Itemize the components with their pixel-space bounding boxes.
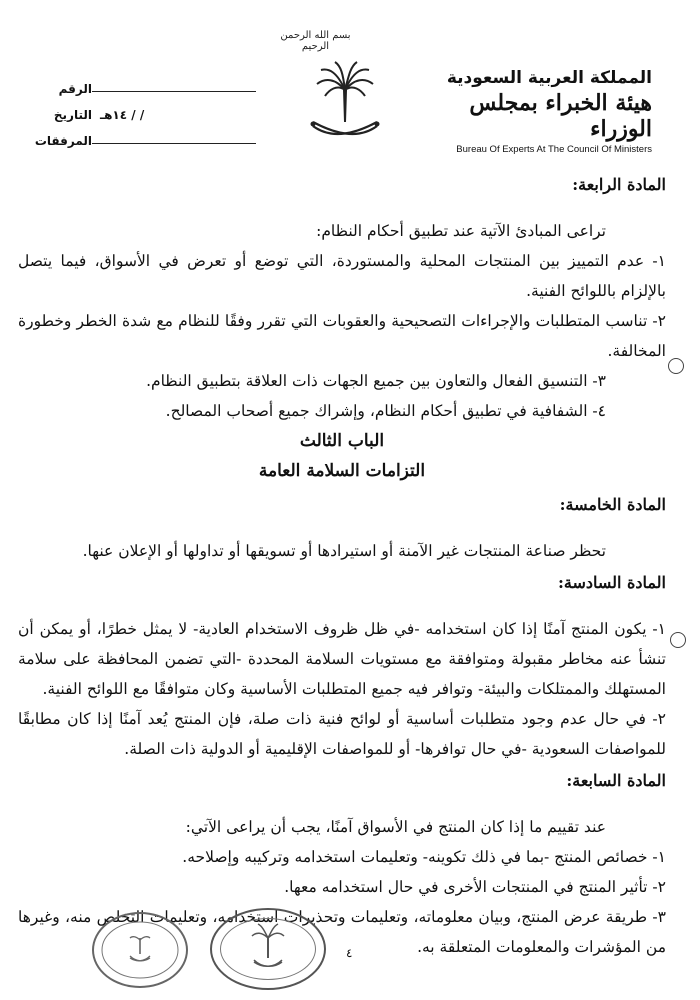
attachments-row [34, 122, 260, 148]
letterhead [0, 0, 700, 165]
date-label: التاريخ [53, 108, 92, 122]
article-4-item: ٤- الشفافية في تطبيق أحكام النظام، وإشراك جميع أصحاب المصالح. [165, 402, 606, 420]
date-row [40, 96, 260, 122]
bismillah-calligraphy: بسم الله الرحمن الرحيم [280, 30, 351, 52]
document-body [18, 168, 666, 962]
reference-row [40, 70, 260, 96]
article-5-text: تحظر صناعة المنتجات غير الآمنة أو استيرادها أو تسويقها أو تداولها أو الإعلان عنها. [82, 542, 606, 560]
article-7-item: ٢- تأثير المنتج في المنتجات الأخرى في حال استخدامه معها. [284, 878, 666, 896]
article-7-heading: المادة السابعة: [566, 771, 666, 790]
reference-block [34, 70, 260, 148]
bureau-name-arabic: هيئة الخبراء بمجلس الوزراء [469, 90, 652, 142]
stamp-emblem-icon [212, 910, 324, 988]
country-name: المملكة العربية السعودية [446, 68, 652, 88]
article-6-item: ١- يكون المنتج آمنًا إذا كان استخدامه -في ظل ظروف الاستخدام العادية- لا يمثل خطرًا، أو يمكن أن تنشأ عنه مخاطر مقبولة ومتوافقة مع مستويات السلامة المحددة -التي تضمن المحافظة على سلامة المستهلك والممتلكات والبيئة- وتوافر فيه جميع المتطلبات الأساسية وكان متوافقًا مع اللوائح الفنية. [18, 620, 666, 698]
article-4-item: ١- عدم التمييز بين المنتجات المحلية والمستوردة، التي توضع أو تعرض في الأسواق، فيما يتصل بالإلزام باللوائح الفنية. [18, 252, 666, 300]
article-4-intro: تراعى المبادئ الآتية عند تطبيق أحكام النظام: [316, 222, 606, 240]
margin-circle-mark [668, 358, 684, 374]
bureau-name-english: Bureau Of Experts At The Council Of Ministers [456, 144, 652, 155]
page-number: ٤ [346, 946, 353, 960]
article-4-item: ٣- التنسيق الفعال والتعاون بين جميع الجهات ذات العلاقة بتطبيق النظام. [146, 372, 606, 390]
stamp-emblem-icon [94, 914, 186, 986]
official-stamp [210, 908, 326, 990]
saudi-emblem-icon [305, 60, 385, 142]
article-7-item: ٣- طريقة عرض المنتج، وبيان معلوماته، وتعليمات وتحذيرات استخدامه، وتعليمات التخلص منه، وغيرها من المؤشرات والمعلومات المتعلقة به. [18, 908, 666, 956]
attachments-label: المرفقات [34, 134, 92, 148]
reference-label: الرقم [58, 82, 92, 96]
article-4-item: ٢- تناسب المتطلبات والإجراءات التصحيحية والعقوبات التي تقرر وفقًا للنظام مع شدة الخطر وخطورة المخالفة. [18, 312, 666, 360]
article-7-item: ١- خصائص المنتج -بما في ذلك تكوينه- وتعليمات استخدامه وتركيبه وإصلاحه. [182, 848, 666, 866]
article-5-heading: المادة الخامسة: [559, 495, 666, 514]
secretariat-stamp [92, 912, 188, 988]
reference-line [92, 90, 256, 92]
date-value: / / ١٤هـ [100, 108, 145, 122]
article-6-heading: المادة السادسة: [557, 573, 666, 592]
article-6-item: ٢- في حال عدم وجود متطلبات أساسية أو لوائح فنية ذات صلة، فإن المنتج يُعد آمنًا إذا كان مطابقًا للمواصفات السعودية -في حال توافرها- أو للمواصفات الإقليمية أو الدولية ذات الصلة. [18, 710, 666, 758]
margin-circle-mark [670, 632, 686, 648]
organization-block [442, 68, 652, 155]
chapter-label: الباب الثالث [299, 431, 385, 451]
attachments-line [92, 142, 256, 144]
chapter-title: التزامات السلامة العامة [258, 461, 426, 481]
article-7-intro: عند تقييم ما إذا كان المنتج في الأسواق آمنًا، يجب أن يراعى الآتي: [185, 818, 606, 836]
article-4-heading: المادة الرابعة: [572, 175, 666, 194]
